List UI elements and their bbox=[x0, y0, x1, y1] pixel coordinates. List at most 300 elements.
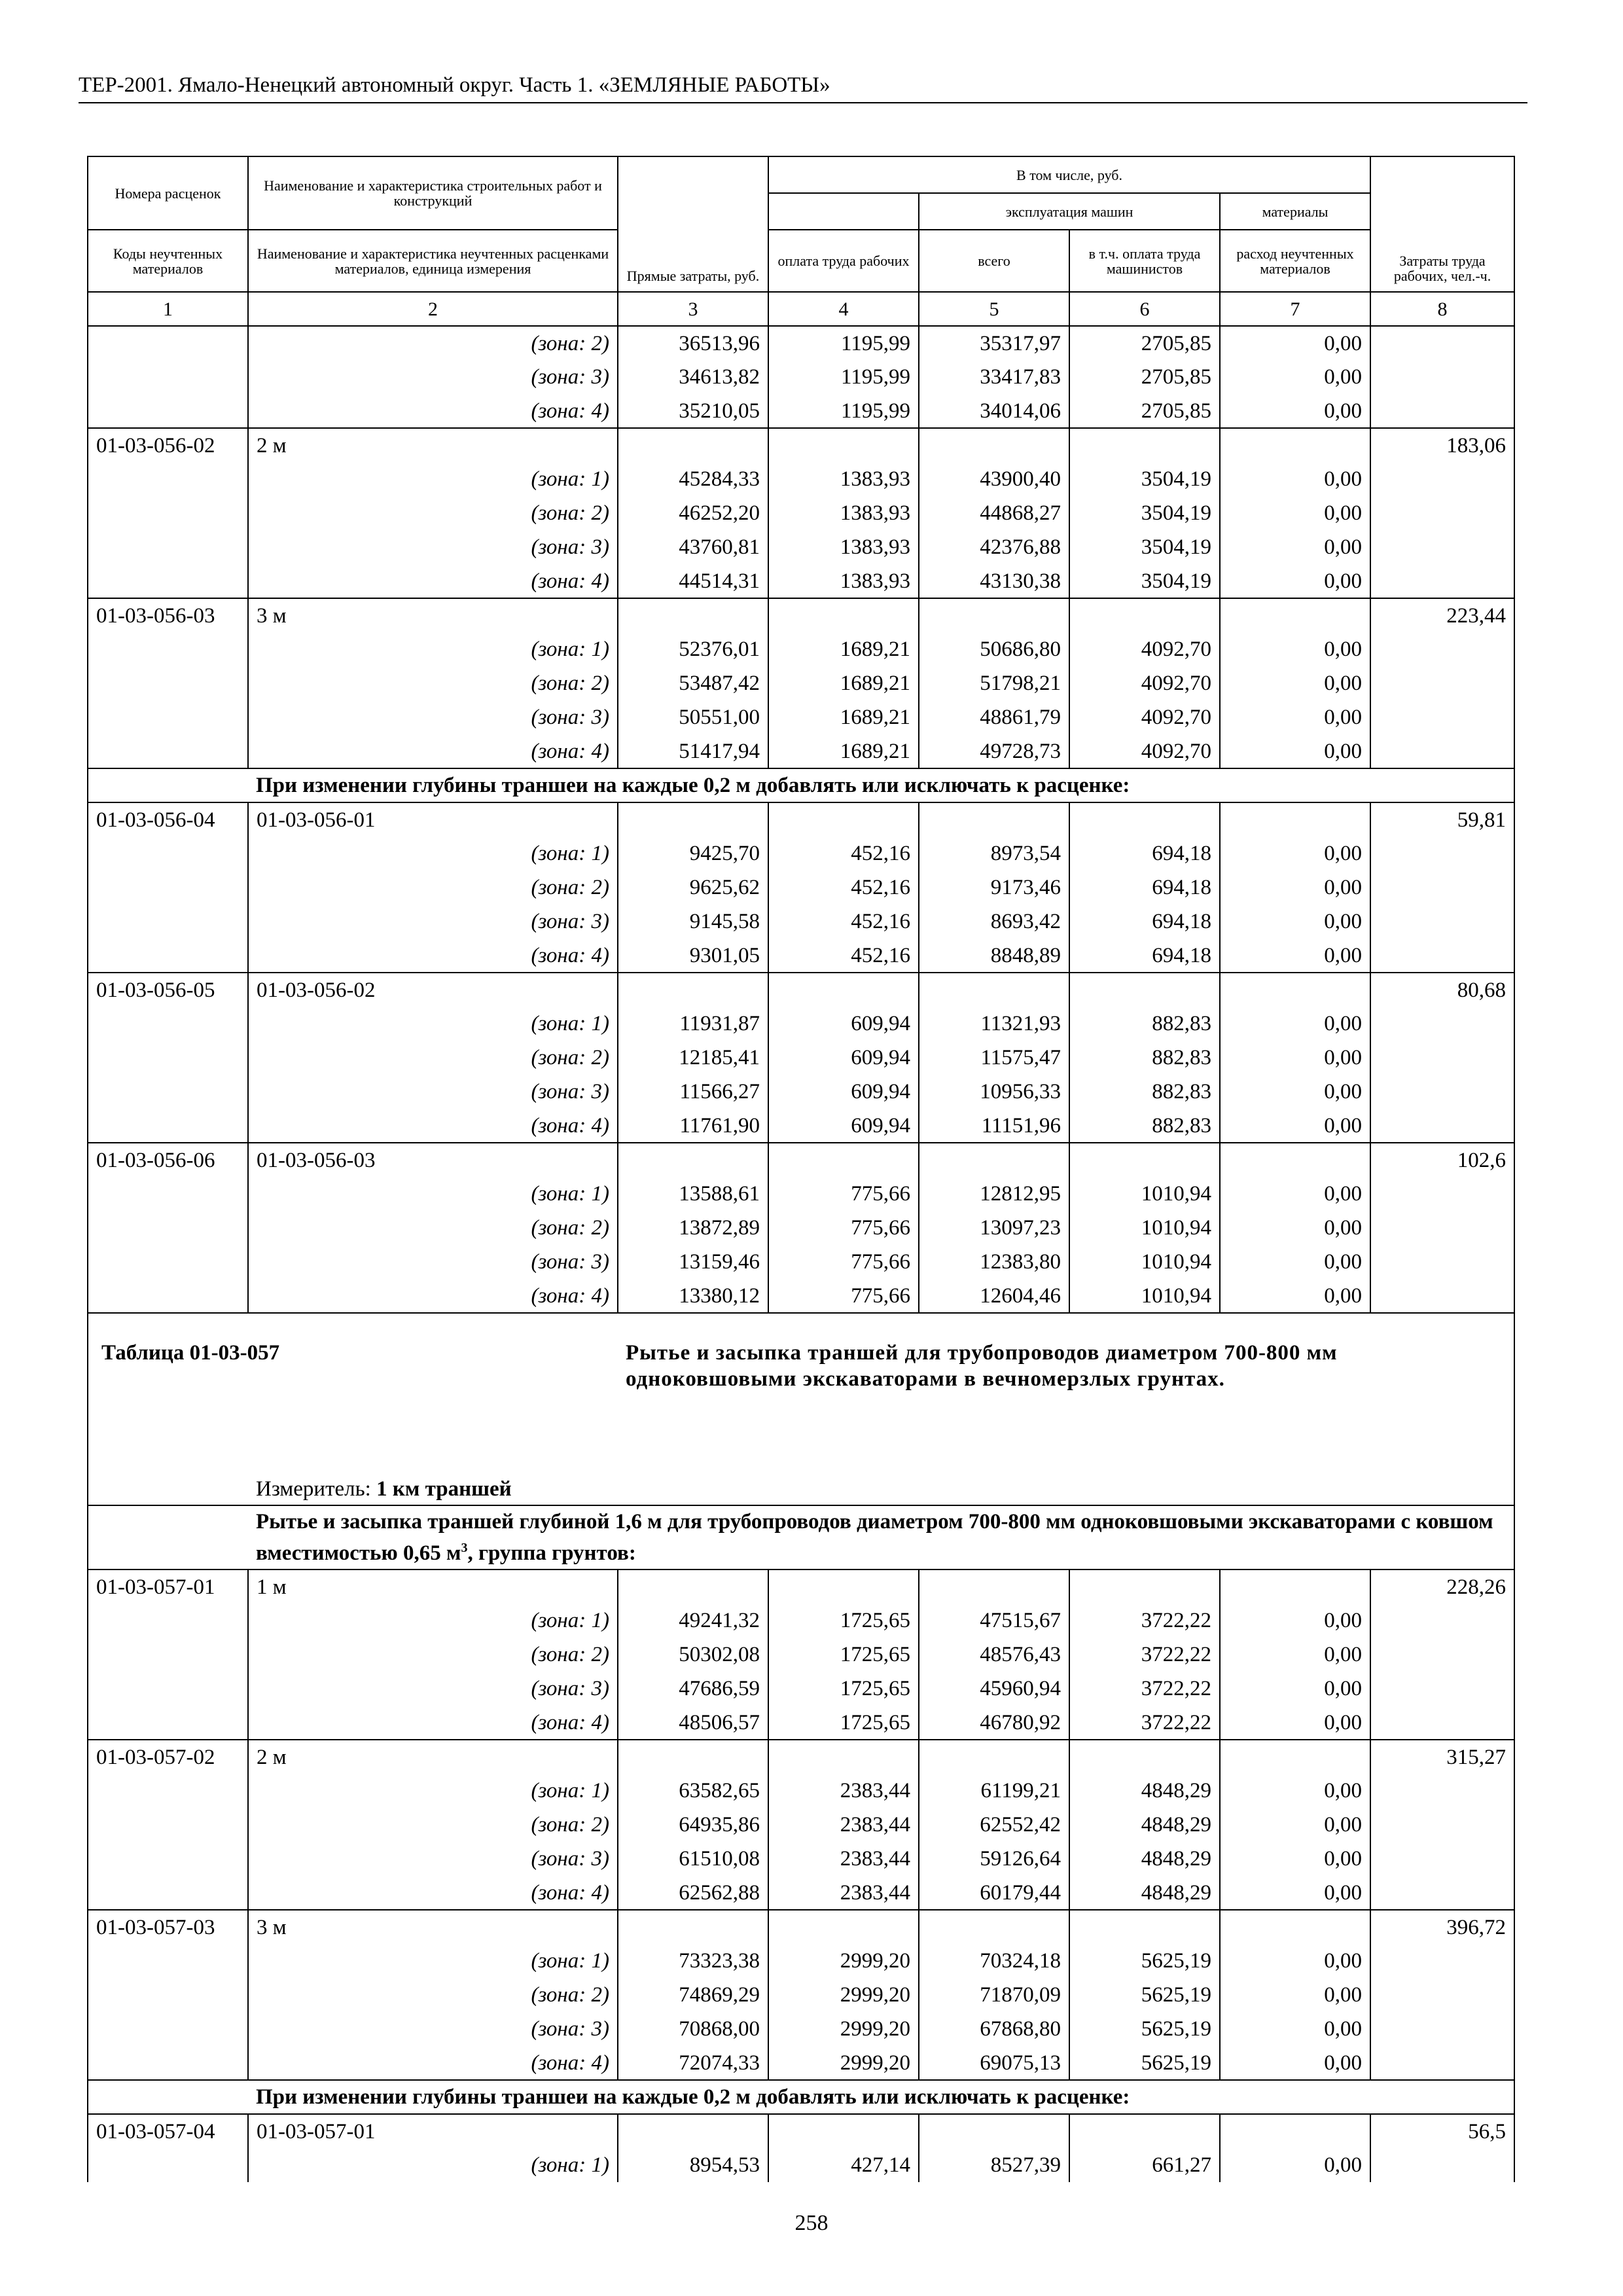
table-row bbox=[88, 1177, 1514, 1211]
zone-label: (зона: 1) bbox=[248, 1604, 618, 1638]
group-machines-header: эксплуатация машин bbox=[919, 193, 1220, 230]
value-cell: 3504,19 bbox=[1069, 462, 1220, 496]
zone-label: (зона: 1) bbox=[248, 632, 618, 666]
depth-note: При изменении глубины траншеи на каждые 0,2 м добавлять или исключать к расценке: bbox=[248, 768, 1514, 802]
col-number: 5 bbox=[919, 292, 1069, 326]
value-cell: 0,00 bbox=[1220, 1672, 1370, 1706]
table-row bbox=[88, 360, 1514, 394]
empty-cell bbox=[88, 564, 248, 598]
empty-cell bbox=[1370, 564, 1514, 598]
value-cell: 61510,08 bbox=[618, 1842, 768, 1876]
value-cell: 53487,42 bbox=[618, 666, 768, 700]
zone-label: (зона: 1) bbox=[248, 2148, 618, 2182]
value-cell: 694,18 bbox=[1069, 836, 1220, 870]
value-cell: 4848,29 bbox=[1069, 1842, 1220, 1876]
value-cell: 2383,44 bbox=[768, 1774, 919, 1808]
labor-cost: 228,26 bbox=[1370, 1570, 1514, 1604]
table-row bbox=[88, 700, 1514, 734]
rate-name: 3 м bbox=[248, 1910, 618, 1944]
empty-cell bbox=[1370, 905, 1514, 939]
empty-cell bbox=[1370, 1007, 1514, 1041]
table-row bbox=[88, 1007, 1514, 1041]
rate-name: 01-03-056-01 bbox=[248, 802, 618, 836]
empty-cell bbox=[1370, 394, 1514, 428]
empty-cell bbox=[88, 462, 248, 496]
empty-cell bbox=[1370, 2148, 1514, 2182]
col-number: 1 bbox=[88, 292, 248, 326]
table-row bbox=[88, 1109, 1514, 1143]
value-cell: 1689,21 bbox=[768, 666, 919, 700]
table-row bbox=[88, 2012, 1514, 2046]
value-cell: 0,00 bbox=[1220, 564, 1370, 598]
table-row bbox=[88, 394, 1514, 428]
value-cell: 2999,20 bbox=[768, 2046, 919, 2080]
value-cell: 48506,57 bbox=[618, 1706, 768, 1740]
empty-cell bbox=[88, 326, 248, 360]
value-cell: 8848,89 bbox=[919, 939, 1069, 973]
table-row bbox=[88, 666, 1514, 700]
value-cell: 0,00 bbox=[1220, 632, 1370, 666]
rate-name: 01-03-056-03 bbox=[248, 1143, 618, 1177]
value-cell: 452,16 bbox=[768, 870, 919, 905]
rate-row bbox=[88, 2114, 1514, 2148]
col-number: 6 bbox=[1069, 292, 1220, 326]
rate-code: 01-03-056-04 bbox=[88, 802, 248, 836]
value-cell: 5625,19 bbox=[1069, 1944, 1220, 1978]
value-cell: 49241,32 bbox=[618, 1604, 768, 1638]
value-cell: 0,00 bbox=[1220, 462, 1370, 496]
col7-header: расход неучтенных материалов bbox=[1220, 230, 1370, 292]
empty-cell bbox=[1370, 1279, 1514, 1313]
empty-cell bbox=[88, 2012, 248, 2046]
empty-cell bbox=[88, 1808, 248, 1842]
rate-name: 2 м bbox=[248, 428, 618, 462]
zone-label: (зона: 3) bbox=[248, 2012, 618, 2046]
value-cell: 43760,81 bbox=[618, 530, 768, 564]
value-cell: 4848,29 bbox=[1069, 1808, 1220, 1842]
value-cell: 8693,42 bbox=[919, 905, 1069, 939]
labor-cost: 183,06 bbox=[1370, 428, 1514, 462]
zone-label: (зона: 3) bbox=[248, 1842, 618, 1876]
value-cell: 4092,70 bbox=[1069, 700, 1220, 734]
value-cell: 35317,97 bbox=[919, 326, 1069, 360]
measure-value: 1 км траншей bbox=[376, 1477, 512, 1501]
value-cell: 1689,21 bbox=[768, 700, 919, 734]
value-cell: 609,94 bbox=[768, 1109, 919, 1143]
value-cell: 0,00 bbox=[1220, 870, 1370, 905]
table-row bbox=[88, 1638, 1514, 1672]
value-cell: 5625,19 bbox=[1069, 2012, 1220, 2046]
value-cell: 36513,96 bbox=[618, 326, 768, 360]
value-cell: 52376,01 bbox=[618, 632, 768, 666]
zone-label: (зона: 4) bbox=[248, 1279, 618, 1313]
value-cell: 50551,00 bbox=[618, 700, 768, 734]
empty-cell bbox=[88, 1978, 248, 2012]
value-cell: 59126,64 bbox=[919, 1842, 1069, 1876]
col8-header: Затраты труда рабочих, чел.-ч. bbox=[1370, 156, 1514, 292]
value-cell: 46252,20 bbox=[618, 496, 768, 530]
table-header bbox=[88, 156, 1514, 326]
empty-cell bbox=[88, 1944, 248, 1978]
table-label: Таблица 01-03-057 bbox=[88, 1313, 618, 1475]
value-cell: 61199,21 bbox=[919, 1774, 1069, 1808]
empty-cell bbox=[88, 1075, 248, 1109]
rate-row bbox=[88, 973, 1514, 1007]
zone-label: (зона: 4) bbox=[248, 394, 618, 428]
labor-cost: 59,81 bbox=[1370, 802, 1514, 836]
value-cell: 10956,33 bbox=[919, 1075, 1069, 1109]
value-cell: 1689,21 bbox=[768, 632, 919, 666]
value-cell: 2999,20 bbox=[768, 1978, 919, 2012]
value-cell: 63582,65 bbox=[618, 1774, 768, 1808]
value-cell: 48861,79 bbox=[919, 700, 1069, 734]
rate-row bbox=[88, 428, 1514, 462]
measure-row bbox=[88, 1475, 1514, 1505]
empty-cell bbox=[1370, 1672, 1514, 1706]
value-cell: 882,83 bbox=[1069, 1041, 1220, 1075]
empty-cell bbox=[88, 939, 248, 973]
value-cell: 0,00 bbox=[1220, 2046, 1370, 2080]
zone-label: (зона: 2) bbox=[248, 1808, 618, 1842]
rate-name: 3 м bbox=[248, 598, 618, 632]
empty-cell bbox=[1370, 1245, 1514, 1279]
value-cell: 4092,70 bbox=[1069, 666, 1220, 700]
col5-header: всего bbox=[919, 230, 1069, 292]
value-cell: 452,16 bbox=[768, 939, 919, 973]
value-cell: 452,16 bbox=[768, 905, 919, 939]
value-cell: 1195,99 bbox=[768, 326, 919, 360]
value-cell: 452,16 bbox=[768, 836, 919, 870]
empty-cell bbox=[1370, 1808, 1514, 1842]
value-cell: 0,00 bbox=[1220, 1177, 1370, 1211]
value-cell: 13380,12 bbox=[618, 1279, 768, 1313]
value-cell: 1383,93 bbox=[768, 564, 919, 598]
value-cell: 0,00 bbox=[1220, 1245, 1370, 1279]
value-cell: 661,27 bbox=[1069, 2148, 1220, 2182]
col4-top-blank bbox=[768, 193, 919, 230]
value-cell: 0,00 bbox=[1220, 1211, 1370, 1245]
table-row bbox=[88, 1706, 1514, 1740]
empty-cell bbox=[88, 530, 248, 564]
rate-row bbox=[88, 1740, 1514, 1774]
value-cell: 45960,94 bbox=[919, 1672, 1069, 1706]
value-cell: 11931,87 bbox=[618, 1007, 768, 1041]
zone-label: (зона: 2) bbox=[248, 1211, 618, 1245]
empty-cell bbox=[1370, 1109, 1514, 1143]
rate-name: 2 м bbox=[248, 1740, 618, 1774]
value-cell: 0,00 bbox=[1220, 836, 1370, 870]
table-row bbox=[88, 905, 1514, 939]
measure bbox=[248, 1475, 1514, 1505]
value-cell: 1725,65 bbox=[768, 1672, 919, 1706]
table-row bbox=[88, 1808, 1514, 1842]
value-cell: 50686,80 bbox=[919, 632, 1069, 666]
value-cell: 74869,29 bbox=[618, 1978, 768, 2012]
table-row bbox=[88, 1774, 1514, 1808]
value-cell: 0,00 bbox=[1220, 1604, 1370, 1638]
value-cell: 62552,42 bbox=[919, 1808, 1069, 1842]
value-cell: 4848,29 bbox=[1069, 1876, 1220, 1910]
value-cell: 882,83 bbox=[1069, 1007, 1220, 1041]
empty-cell bbox=[1370, 1706, 1514, 1740]
empty-cell bbox=[88, 734, 248, 768]
rate-row bbox=[88, 1143, 1514, 1177]
value-cell: 13872,89 bbox=[618, 1211, 768, 1245]
zone-label: (зона: 3) bbox=[248, 700, 618, 734]
value-cell: 34014,06 bbox=[919, 394, 1069, 428]
empty-cell bbox=[88, 1279, 248, 1313]
rate-code: 01-03-057-02 bbox=[88, 1740, 248, 1774]
value-cell: 0,00 bbox=[1220, 1978, 1370, 2012]
table-row bbox=[88, 2148, 1514, 2182]
table-row bbox=[88, 870, 1514, 905]
rate-code: 01-03-056-06 bbox=[88, 1143, 248, 1177]
table-row bbox=[88, 1279, 1514, 1313]
value-cell: 1383,93 bbox=[768, 530, 919, 564]
value-cell: 50302,08 bbox=[618, 1638, 768, 1672]
value-cell: 2999,20 bbox=[768, 2012, 919, 2046]
col3-header: Прямые затраты, руб. bbox=[618, 156, 768, 292]
section-description: Рытье и засыпка траншей глубиной 1,6 м для трубопроводов диаметром 700-800 мм одноковшовыми экскаваторами с ковшом вместимостью 0,65 $м^3$, группа грунтов: bbox=[248, 1505, 1514, 1570]
value-cell: 882,83 bbox=[1069, 1109, 1220, 1143]
labor-cost: 396,72 bbox=[1370, 1910, 1514, 1944]
value-cell: 1725,65 bbox=[768, 1706, 919, 1740]
empty-cell bbox=[88, 1041, 248, 1075]
empty-cell bbox=[88, 1007, 248, 1041]
value-cell: 0,00 bbox=[1220, 1075, 1370, 1109]
value-cell: 44868,27 bbox=[919, 496, 1069, 530]
empty-cell bbox=[88, 1774, 248, 1808]
zone-label: (зона: 4) bbox=[248, 734, 618, 768]
value-cell: 9425,70 bbox=[618, 836, 768, 870]
empty-cell bbox=[88, 1109, 248, 1143]
zone-label: (зона: 2) bbox=[248, 1041, 618, 1075]
empty-cell bbox=[88, 700, 248, 734]
empty-cell bbox=[1370, 462, 1514, 496]
rate-name: 01-03-056-02 bbox=[248, 973, 618, 1007]
value-cell: 1689,21 bbox=[768, 734, 919, 768]
zone-label: (зона: 3) bbox=[248, 1672, 618, 1706]
value-cell: 694,18 bbox=[1069, 870, 1220, 905]
value-cell: 12604,46 bbox=[919, 1279, 1069, 1313]
empty-cell bbox=[88, 1638, 248, 1672]
zone-label: (зона: 3) bbox=[248, 360, 618, 394]
value-cell: 2383,44 bbox=[768, 1808, 919, 1842]
value-cell: 0,00 bbox=[1220, 1279, 1370, 1313]
zone-label: (зона: 1) bbox=[248, 1007, 618, 1041]
value-cell: 0,00 bbox=[1220, 360, 1370, 394]
value-cell: 775,66 bbox=[768, 1279, 919, 1313]
empty-cell bbox=[1370, 836, 1514, 870]
rate-row bbox=[88, 598, 1514, 632]
zone-label: (зона: 4) bbox=[248, 1706, 618, 1740]
empty-cell bbox=[88, 905, 248, 939]
depth-note-row bbox=[88, 768, 1514, 802]
table-row bbox=[88, 1041, 1514, 1075]
value-cell: 60179,44 bbox=[919, 1876, 1069, 1910]
empty-cell bbox=[1370, 1638, 1514, 1672]
zone-label: (зона: 2) bbox=[248, 666, 618, 700]
zone-label: (зона: 4) bbox=[248, 939, 618, 973]
value-cell: 34613,82 bbox=[618, 360, 768, 394]
table-row bbox=[88, 836, 1514, 870]
col-number: 3 bbox=[618, 292, 768, 326]
empty-cell bbox=[88, 836, 248, 870]
value-cell: 775,66 bbox=[768, 1177, 919, 1211]
col-number: 4 bbox=[768, 292, 919, 326]
running-header: ТЕР-2001. Ямало-Ненецкий автономный округ. Часть 1. «ЗЕМЛЯНЫЕ РАБОТЫ» bbox=[79, 73, 1527, 103]
value-cell: 69075,13 bbox=[919, 2046, 1069, 2080]
value-cell: 694,18 bbox=[1069, 939, 1220, 973]
empty-cell bbox=[1370, 870, 1514, 905]
table-row bbox=[88, 1842, 1514, 1876]
value-cell: 694,18 bbox=[1069, 905, 1220, 939]
col2-top-header: Наименование и характеристика строительных работ и конструкций bbox=[248, 156, 618, 230]
zone-label: (зона: 3) bbox=[248, 1245, 618, 1279]
rate-code: 01-03-056-03 bbox=[88, 598, 248, 632]
table-row bbox=[88, 1211, 1514, 1245]
value-cell: 71870,09 bbox=[919, 1978, 1069, 2012]
labor-cost: 315,27 bbox=[1370, 1740, 1514, 1774]
table-row bbox=[88, 326, 1514, 360]
value-cell: 49728,73 bbox=[919, 734, 1069, 768]
rate-row bbox=[88, 802, 1514, 836]
empty-cell bbox=[88, 1604, 248, 1638]
value-cell: 0,00 bbox=[1220, 2012, 1370, 2046]
value-cell: 45284,33 bbox=[618, 462, 768, 496]
value-cell: 2383,44 bbox=[768, 1842, 919, 1876]
value-cell: 9301,05 bbox=[618, 939, 768, 973]
value-cell: 0,00 bbox=[1220, 700, 1370, 734]
value-cell: 73323,38 bbox=[618, 1944, 768, 1978]
value-cell: 0,00 bbox=[1220, 1706, 1370, 1740]
empty-cell bbox=[88, 1177, 248, 1211]
rate-name: 1 м bbox=[248, 1570, 618, 1604]
col-number: 7 bbox=[1220, 292, 1370, 326]
value-cell: 0,00 bbox=[1220, 1944, 1370, 1978]
empty-cell bbox=[88, 1876, 248, 1910]
value-cell: 0,00 bbox=[1220, 394, 1370, 428]
labor-cost: 56,5 bbox=[1370, 2114, 1514, 2148]
value-cell: 51798,21 bbox=[919, 666, 1069, 700]
value-cell: 0,00 bbox=[1220, 1842, 1370, 1876]
rate-row bbox=[88, 1570, 1514, 1604]
table-row bbox=[88, 1978, 1514, 2012]
value-cell: 4848,29 bbox=[1069, 1774, 1220, 1808]
value-cell: 3504,19 bbox=[1069, 496, 1220, 530]
value-cell: 46780,92 bbox=[919, 1706, 1069, 1740]
value-cell: 1010,94 bbox=[1069, 1279, 1220, 1313]
value-cell: 1195,99 bbox=[768, 394, 919, 428]
empty-cell bbox=[1370, 1978, 1514, 2012]
table-row bbox=[88, 496, 1514, 530]
value-cell: 609,94 bbox=[768, 1075, 919, 1109]
empty-cell bbox=[1370, 2012, 1514, 2046]
zone-label: (зона: 3) bbox=[248, 905, 618, 939]
col4-header: оплата труда рабочих bbox=[768, 230, 919, 292]
rate-code: 01-03-057-04 bbox=[88, 2114, 248, 2148]
empty-cell bbox=[1370, 326, 1514, 360]
empty-cell bbox=[88, 1842, 248, 1876]
value-cell: 0,00 bbox=[1220, 1808, 1370, 1842]
zone-label: (зона: 2) bbox=[248, 1978, 618, 2012]
value-cell: 8527,39 bbox=[919, 2148, 1069, 2182]
value-cell: 0,00 bbox=[1220, 905, 1370, 939]
table-title-row bbox=[88, 1313, 1514, 1475]
empty-cell bbox=[1370, 496, 1514, 530]
empty-cell bbox=[88, 870, 248, 905]
empty-cell bbox=[1370, 530, 1514, 564]
table-row bbox=[88, 1944, 1514, 1978]
empty-cell bbox=[1370, 666, 1514, 700]
value-cell: 609,94 bbox=[768, 1041, 919, 1075]
value-cell: 8954,53 bbox=[618, 2148, 768, 2182]
value-cell: 3722,22 bbox=[1069, 1706, 1220, 1740]
depth-note-row bbox=[88, 2080, 1514, 2114]
group-included-header: В том числе, руб. bbox=[768, 156, 1370, 193]
zone-label: (зона: 3) bbox=[248, 530, 618, 564]
empty-cell bbox=[88, 2046, 248, 2080]
zone-label: (зона: 2) bbox=[248, 1638, 618, 1672]
value-cell: 775,66 bbox=[768, 1211, 919, 1245]
value-cell: 0,00 bbox=[1220, 939, 1370, 973]
zone-label: (зона: 2) bbox=[248, 870, 618, 905]
value-cell: 62562,88 bbox=[618, 1876, 768, 1910]
value-cell: 9625,62 bbox=[618, 870, 768, 905]
value-cell: 11321,93 bbox=[919, 1007, 1069, 1041]
value-cell: 13588,61 bbox=[618, 1177, 768, 1211]
empty-cell bbox=[1370, 1944, 1514, 1978]
col1-bottom-header: Коды неучтенных материалов bbox=[88, 230, 248, 292]
table-row bbox=[88, 1672, 1514, 1706]
rate-row bbox=[88, 1910, 1514, 1944]
value-cell: 43130,38 bbox=[919, 564, 1069, 598]
zone-label: (зона: 1) bbox=[248, 1774, 618, 1808]
col1-top-header: Номера расценок bbox=[88, 156, 248, 230]
value-cell: 0,00 bbox=[1220, 1774, 1370, 1808]
labor-cost: 223,44 bbox=[1370, 598, 1514, 632]
value-cell: 3722,22 bbox=[1069, 1672, 1220, 1706]
value-cell: 1383,93 bbox=[768, 496, 919, 530]
empty-cell bbox=[88, 1211, 248, 1245]
value-cell: 67868,80 bbox=[919, 2012, 1069, 2046]
zone-label: (зона: 2) bbox=[248, 326, 618, 360]
value-cell: 42376,88 bbox=[919, 530, 1069, 564]
value-cell: 70868,00 bbox=[618, 2012, 768, 2046]
table-row bbox=[88, 462, 1514, 496]
value-cell: 5625,19 bbox=[1069, 2046, 1220, 2080]
value-cell: 8973,54 bbox=[919, 836, 1069, 870]
labor-cost: 80,68 bbox=[1370, 973, 1514, 1007]
value-cell: 0,00 bbox=[1220, 496, 1370, 530]
col-number: 2 bbox=[248, 292, 618, 326]
value-cell: 1725,65 bbox=[768, 1638, 919, 1672]
table-row bbox=[88, 1604, 1514, 1638]
value-cell: 1725,65 bbox=[768, 1604, 919, 1638]
value-cell: 2705,85 bbox=[1069, 326, 1220, 360]
value-cell: 0,00 bbox=[1220, 2148, 1370, 2182]
value-cell: 51417,94 bbox=[618, 734, 768, 768]
table-title: Рытье и засыпка траншей для трубопроводов диаметром 700-800 мм одноковшовыми экскаваторами в вечномерзлых грунтах. bbox=[618, 1313, 1514, 1475]
value-cell: 35210,05 bbox=[618, 394, 768, 428]
description-row bbox=[88, 1505, 1514, 1570]
empty-cell bbox=[88, 632, 248, 666]
value-cell: 4092,70 bbox=[1069, 734, 1220, 768]
rate-code: 01-03-057-01 bbox=[88, 1570, 248, 1604]
value-cell: 13097,23 bbox=[919, 1211, 1069, 1245]
zone-label: (зона: 4) bbox=[248, 564, 618, 598]
value-cell: 0,00 bbox=[1220, 1041, 1370, 1075]
